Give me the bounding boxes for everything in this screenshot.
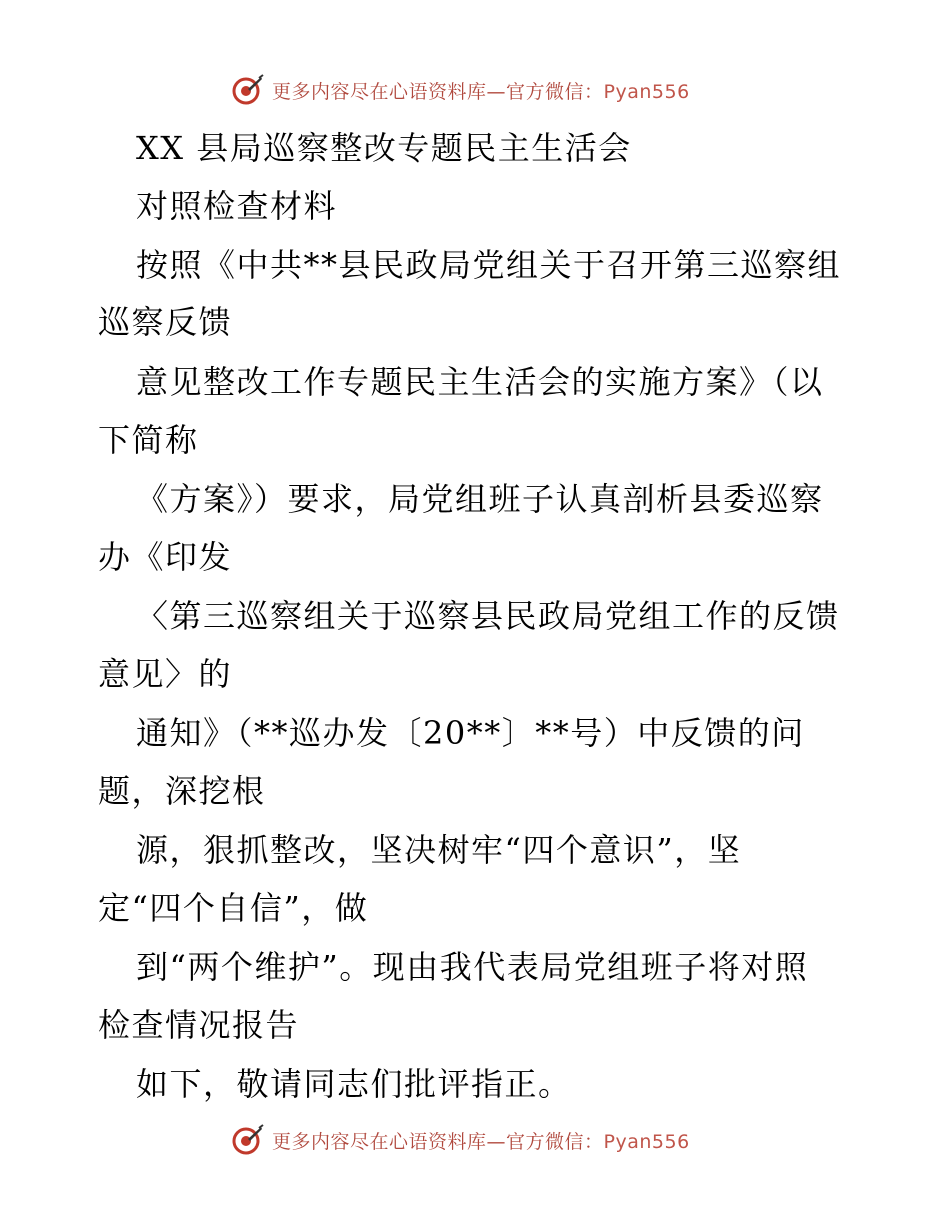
text-line: 定“四个自信”，做 [98, 889, 369, 927]
watermark-footer [232, 1122, 690, 1158]
text-line: 意见整改工作专题民主生活会的实施方案》（以 [136, 363, 824, 401]
quill-logo-icon [232, 1124, 264, 1156]
text-line: 检查情况报告 [98, 1006, 300, 1044]
text-line: 通知》（**巡办发〔20**〕**号）中反馈的问 [136, 714, 805, 752]
text-line: 源，狠抓整改，坚决树牢“四个意识”，坚 [136, 831, 742, 869]
document-title: XX 县局巡察整改专题民主生活会 [136, 129, 632, 167]
text-line: 办《印发 [98, 538, 233, 576]
text-line: 下简称 [98, 421, 199, 459]
watermark-text: 更多内容尽在心语资料库—官方微信：Pyan556 [272, 1130, 690, 1153]
document-subtitle: 对照检查材料 [136, 187, 338, 225]
watermark-text: 更多内容尽在心语资料库—官方微信：Pyan556 [272, 80, 690, 103]
text-line: 《方案》）要求，局党组班子认真剖析县委巡察 [136, 480, 824, 518]
watermark-id: Pyan556 [603, 1130, 690, 1153]
text-line: 巡察反馈 [98, 303, 233, 341]
text-line: 〈第三巡察组关于巡察县民政局党组工作的反馈 [136, 597, 840, 635]
text-line: 题，深挖根 [98, 772, 266, 810]
text-line: 按照《中共**县民政局党组关于召开第三巡察组 [136, 246, 842, 284]
watermark-header [232, 72, 690, 108]
watermark-id: Pyan556 [603, 80, 690, 103]
text-line: 意见〉的 [98, 655, 233, 693]
text-line: 到“两个维护”。现由我代表局党组班子将对照 [136, 948, 809, 986]
quill-logo-icon [232, 74, 264, 106]
text-line: 如下，敬请同志们批评指正。 [136, 1065, 572, 1103]
